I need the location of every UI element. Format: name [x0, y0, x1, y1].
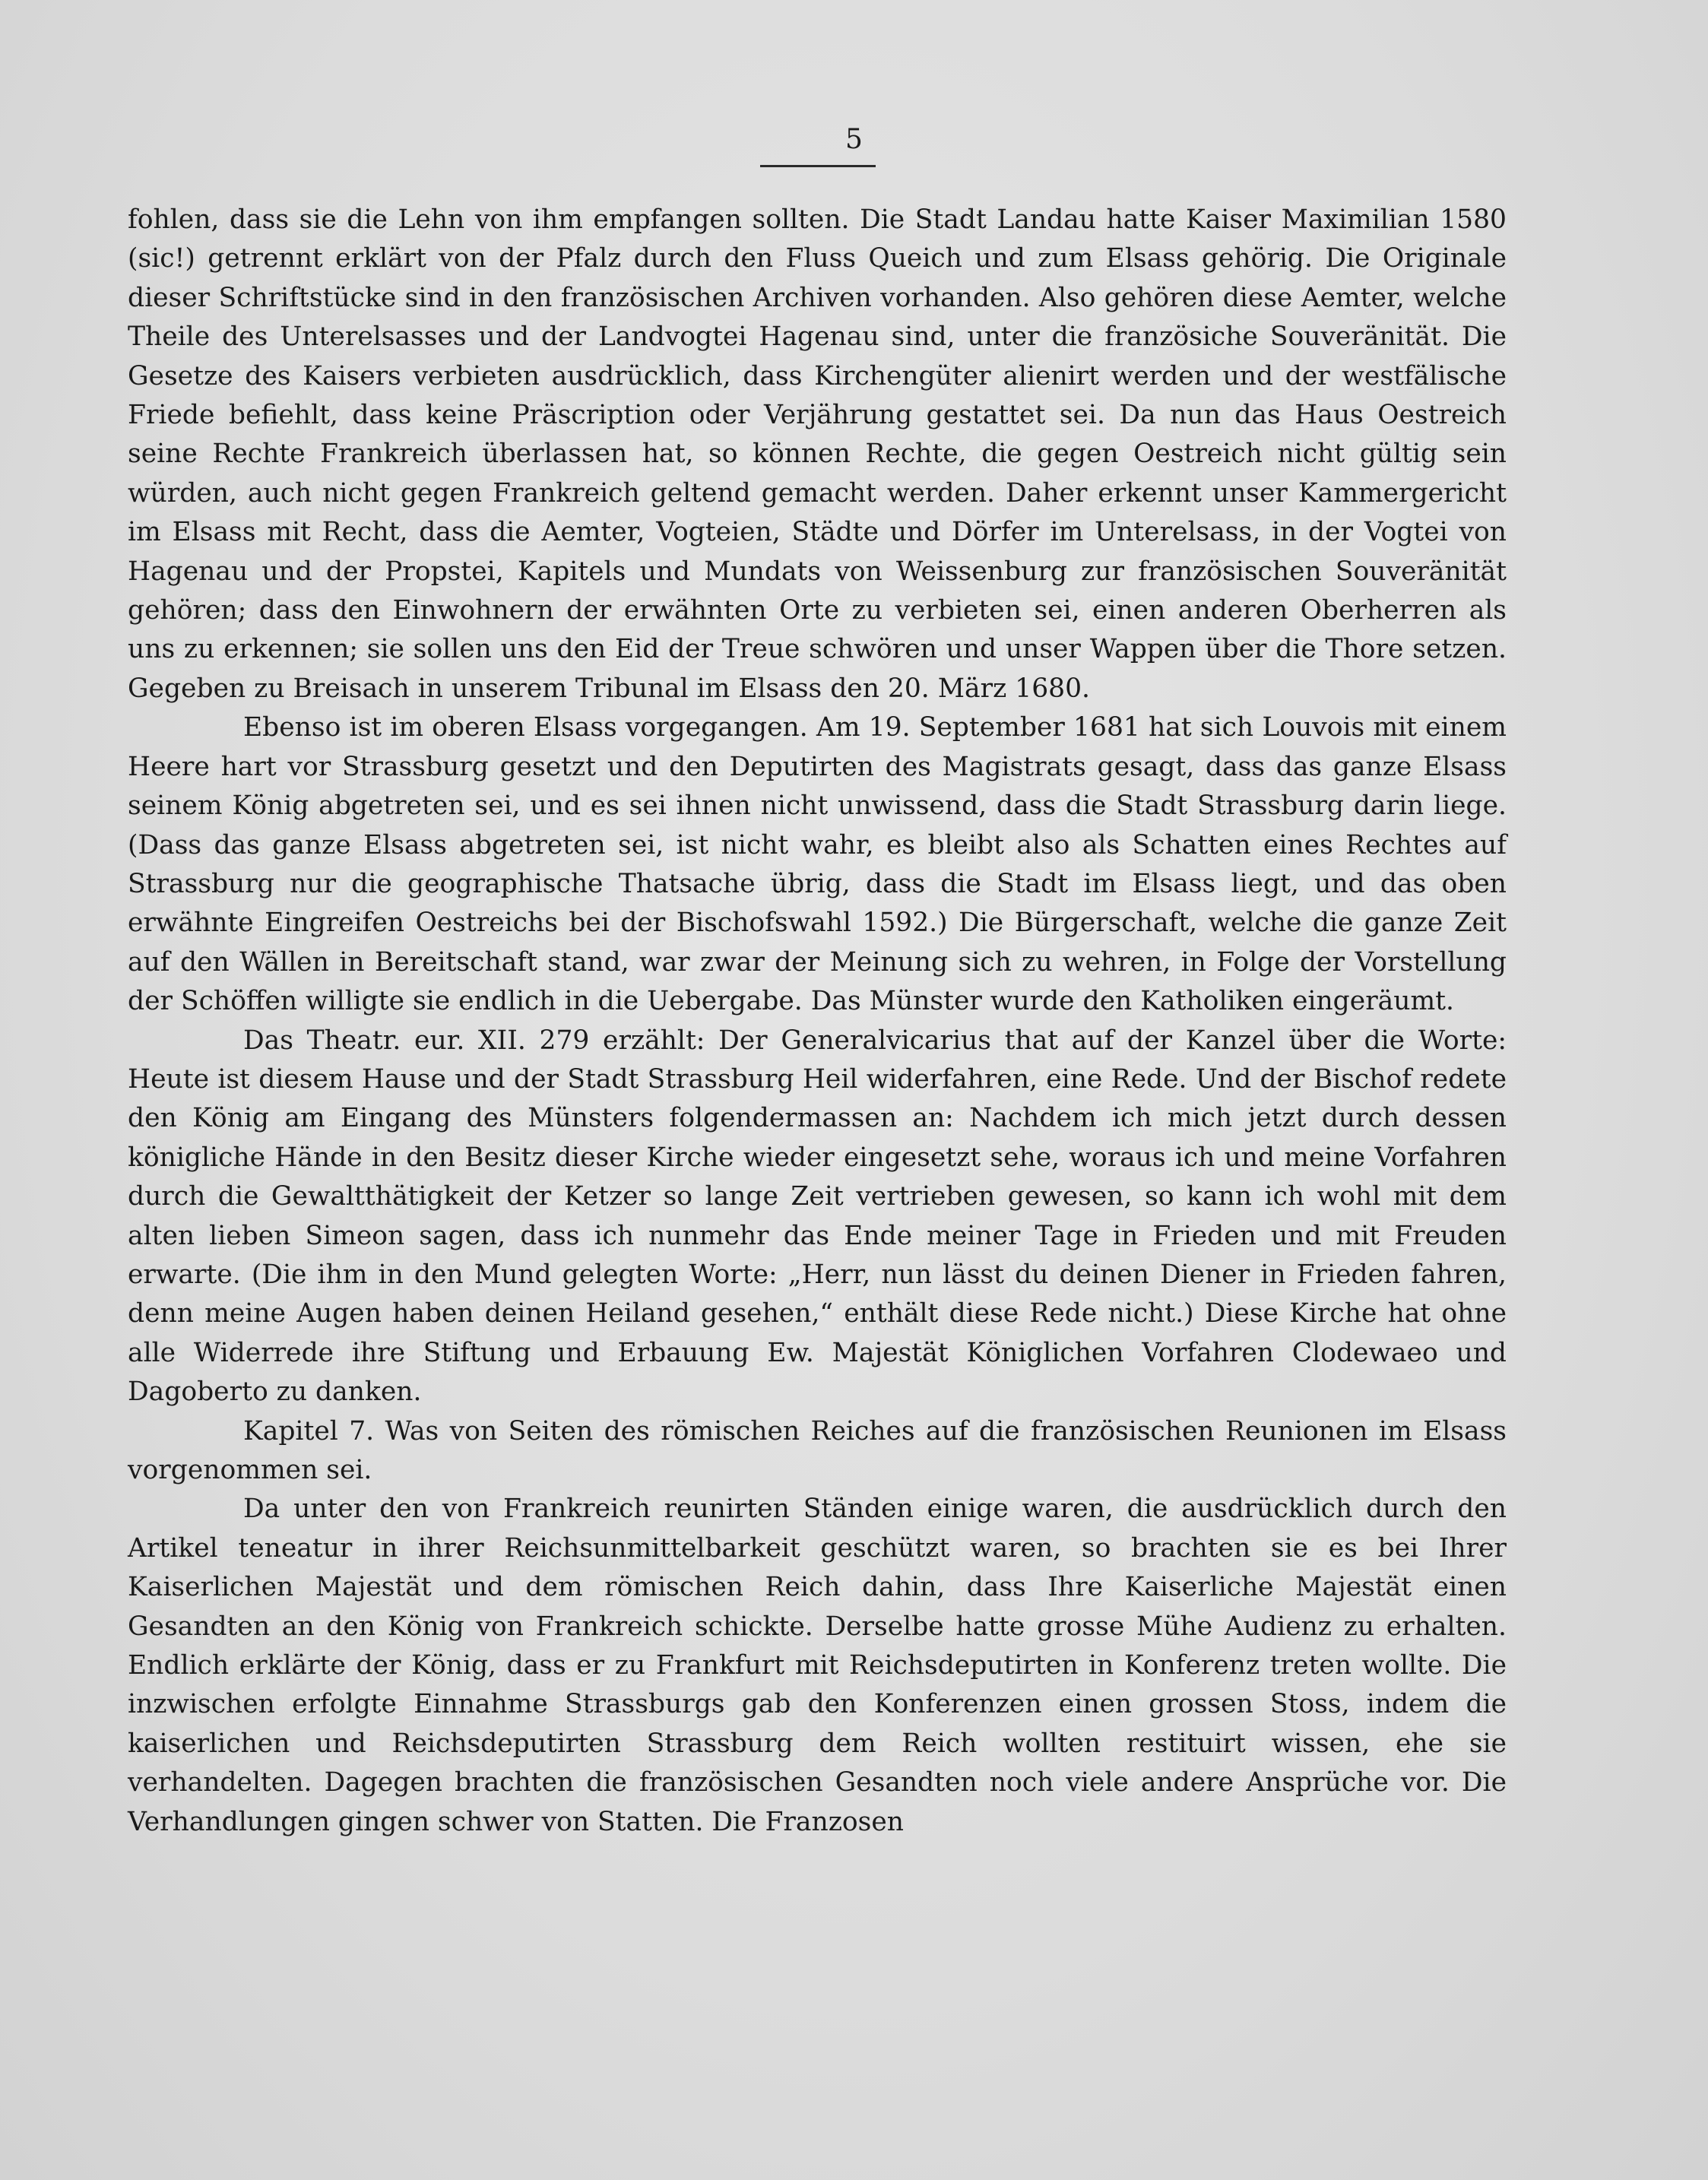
paragraph-1: fohlen, dass sie die Lehn von ihm empfangen sollten. Die Stadt Landau hatte Kaiser Maximilian 1580 (sic!) getrennt erklärt von der Pfalz durch den Fluss Queich und zum Elsass gehörig. Die Originale dieser Schriftstücke sind in den französischen Archiven vorhanden. Also gehören diese Aemter, welche Theile des Unterelsasses und der Landvogtei Hagenau sind, unter die französiche Souveränität. Die Gesetze des Kaisers verbieten ausdrücklich, dass Kirchengüter alienirt werden und der westfälische Friede befiehlt, dass keine Präscription oder Verjährung gestattet sei. Da nun das Haus Oestreich seine Rechte Frankreich überlassen hat, so können Rechte, die gegen Oestreich nicht gültig sein würden, auch nicht gegen Frankreich geltend gemacht werden. Daher erkennt unser Kammergericht im Elsass mit Recht, dass die Aemter, Vogteien, Städte und Dörfer im Unterelsass, in der Vogtei von Hagenau und der Propstei, Kapitels und Mundats von Weissenburg zur französischen Souveränität gehören; dass den Einwohnern der erwähnten Orte zu verbieten sei, einen anderen Oberherren als uns zu erkennen; sie sollen uns den Eid der Treue schwören und unser Wappen über die Thore setzen. Gegeben zu Breisach in unserem Tribunal im Elsass den 20. März 1680.	[128, 204, 1507, 704]
header-rule	[760, 165, 876, 167]
chapter-heading-paragraph: Kapitel 7. Was von Seiten des römischen Reiches auf die französischen Reunionen im Elsass vorgenommen sei.	[128, 1415, 1507, 1485]
body-text	[128, 201, 1507, 1842]
paragraph-5: Da unter den von Frankreich reunirten Ständen einige waren, die ausdrücklich durch den Artikel teneatur in ihrer Reichsunmittelbarkeit geschützt waren, so brachten sie es bei Ihrer Kaiserlichen Majestät und dem römischen Reich dahin, dass Ihre Kaiserliche Majestät einen Gesandten an den König von Frankreich schickte. Derselbe hatte grosse Mühe Audienz zu erhalten. Endlich erklärte der König, dass er zu Frankfurt mit Reichsdeputirten in Konferenz treten wollte. Die inzwischen erfolgte Einnahme Strassburgs gab den Konferenzen einen grossen Stoss, indem die kaiserlichen und Reichsdeputirten Strassburg dem Reich wollten restituirt wissen, ehe sie verhandelten. Dagegen brachten die französischen Gesandten noch viele andere Ansprüche vor. Die Verhandlungen gingen schwer von Statten. Die Franzosen	[128, 1494, 1507, 1837]
paragraph-3: Das Theatr. eur. XII. 279 erzählt: Der Generalvicarius that auf der Kanzel über die Worte: Heute ist diesem Hause und der Stadt Strassburg Heil widerfahren, eine Rede. Und der Bischof redete den König am Eingang des Münsters folgendermassen an: Nachdem ich mich jetzt durch dessen königliche Hände in den Besitz dieser Kirche wieder eingesetzt sehe, woraus ich und meine Vorfahren durch die Gewaltthätigkeit der Ketzer so lange Zeit vertrieben gewesen, so kann ich wohl mit dem alten lieben Simeon sagen, dass ich nunmehr das Ende meiner Tage in Frieden und mit Freuden erwarte. (Die ihm in den Mund gelegten Worte: „Herr, nun lässt du deinen Diener in Frieden fahren, denn meine Augen haben deinen Heiland gesehen,“ enthält diese Rede nicht.) Diese Kirche hat ohne alle Widerrede ihre Stiftung und Erbauung Ew. Majestät Königlichen Vorfahren Clodewaeo und Dagoberto zu danken.	[128, 1025, 1507, 1408]
page-number: 5	[845, 124, 863, 155]
page-header	[0, 122, 1708, 158]
paragraph-2: Ebenso ist im oberen Elsass vorgegangen. Am 19. September 1681 hat sich Louvois mit einem Heere hart vor Strassburg gesetzt und den Deputirten des Magistrats gesagt, dass das ganze Elsass seinem König abgetreten sei, und es sei ihnen nicht unwissend, dass die Stadt Strassburg darin liege. (Dass das ganze Elsass abgetreten sei, ist nicht wahr, es bleibt also als Schatten eines Rechtes auf Strassburg nur die geographische Thatsache übrig, dass die Stadt im Elsass liegt, und das oben erwähnte Eingreifen Oestreichs bei der Bischofswahl 1592.) Die Bürgerschaft, welche die ganze Zeit auf den Wällen in Bereitschaft stand, war zwar der Meinung sich zu wehren, in Folge der Vorstellung der Schöffen willigte sie endlich in die Uebergabe. Das Münster wurde den Katholiken eingeräumt.	[128, 712, 1507, 1017]
